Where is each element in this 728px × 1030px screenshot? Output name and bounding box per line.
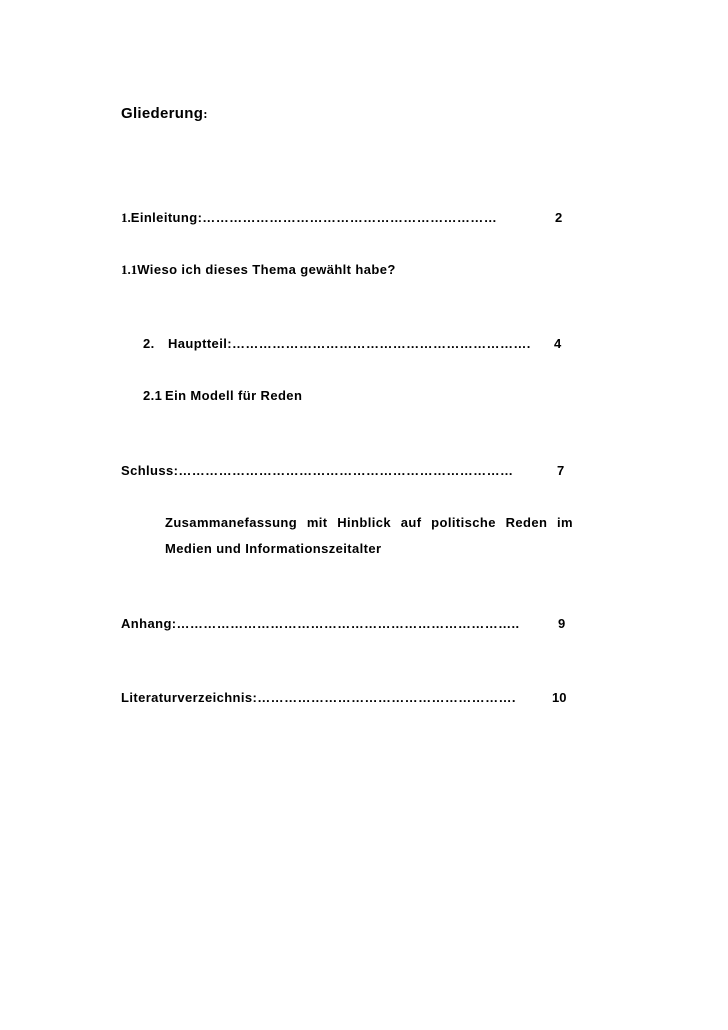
title-colon: : xyxy=(203,106,208,121)
toc-entry-literatur: Literaturverzeichnis:…………………………………………………. xyxy=(121,690,516,705)
toc-entry-schluss: Schluss:………………………………………………………………… xyxy=(121,463,514,478)
toc-entry-zusammenfassung-line1: Zusammanefassung mit Hinblick auf politische Reden im xyxy=(165,515,573,530)
toc-entry-hauptteil: Hauptteil:…………………………………………………………. xyxy=(168,336,531,351)
toc-entry-wieso xyxy=(121,262,396,278)
toc-entry-modell: Ein Modell für Reden xyxy=(165,388,303,403)
toc-page-einleitung: 2 xyxy=(555,210,563,225)
toc-entry-einleitung xyxy=(121,210,497,226)
toc-label: Einleitung:………………………………………………………… xyxy=(130,210,498,225)
toc-entry-hauptteil-number: 2. xyxy=(143,336,155,351)
toc-page-literatur: 10 xyxy=(552,690,567,705)
toc-label: Wieso ich dieses Thema gewählt habe? xyxy=(137,262,396,277)
toc-page-schluss: 7 xyxy=(557,463,565,478)
toc-entry-zusammenfassung-line2: Medien und Informationszeitalter xyxy=(165,541,382,556)
toc-page-anhang: 9 xyxy=(558,616,566,631)
toc-number: 1. xyxy=(121,210,131,225)
toc-entry-anhang: Anhang:………………………………………………………………….. xyxy=(121,616,520,631)
toc-number: 1.1 xyxy=(121,262,138,277)
title-text: Gliederung xyxy=(121,105,204,122)
toc-entry-modell-number: 2.1 xyxy=(143,388,163,403)
toc-page-hauptteil: 4 xyxy=(554,336,562,351)
document-title xyxy=(121,106,208,122)
